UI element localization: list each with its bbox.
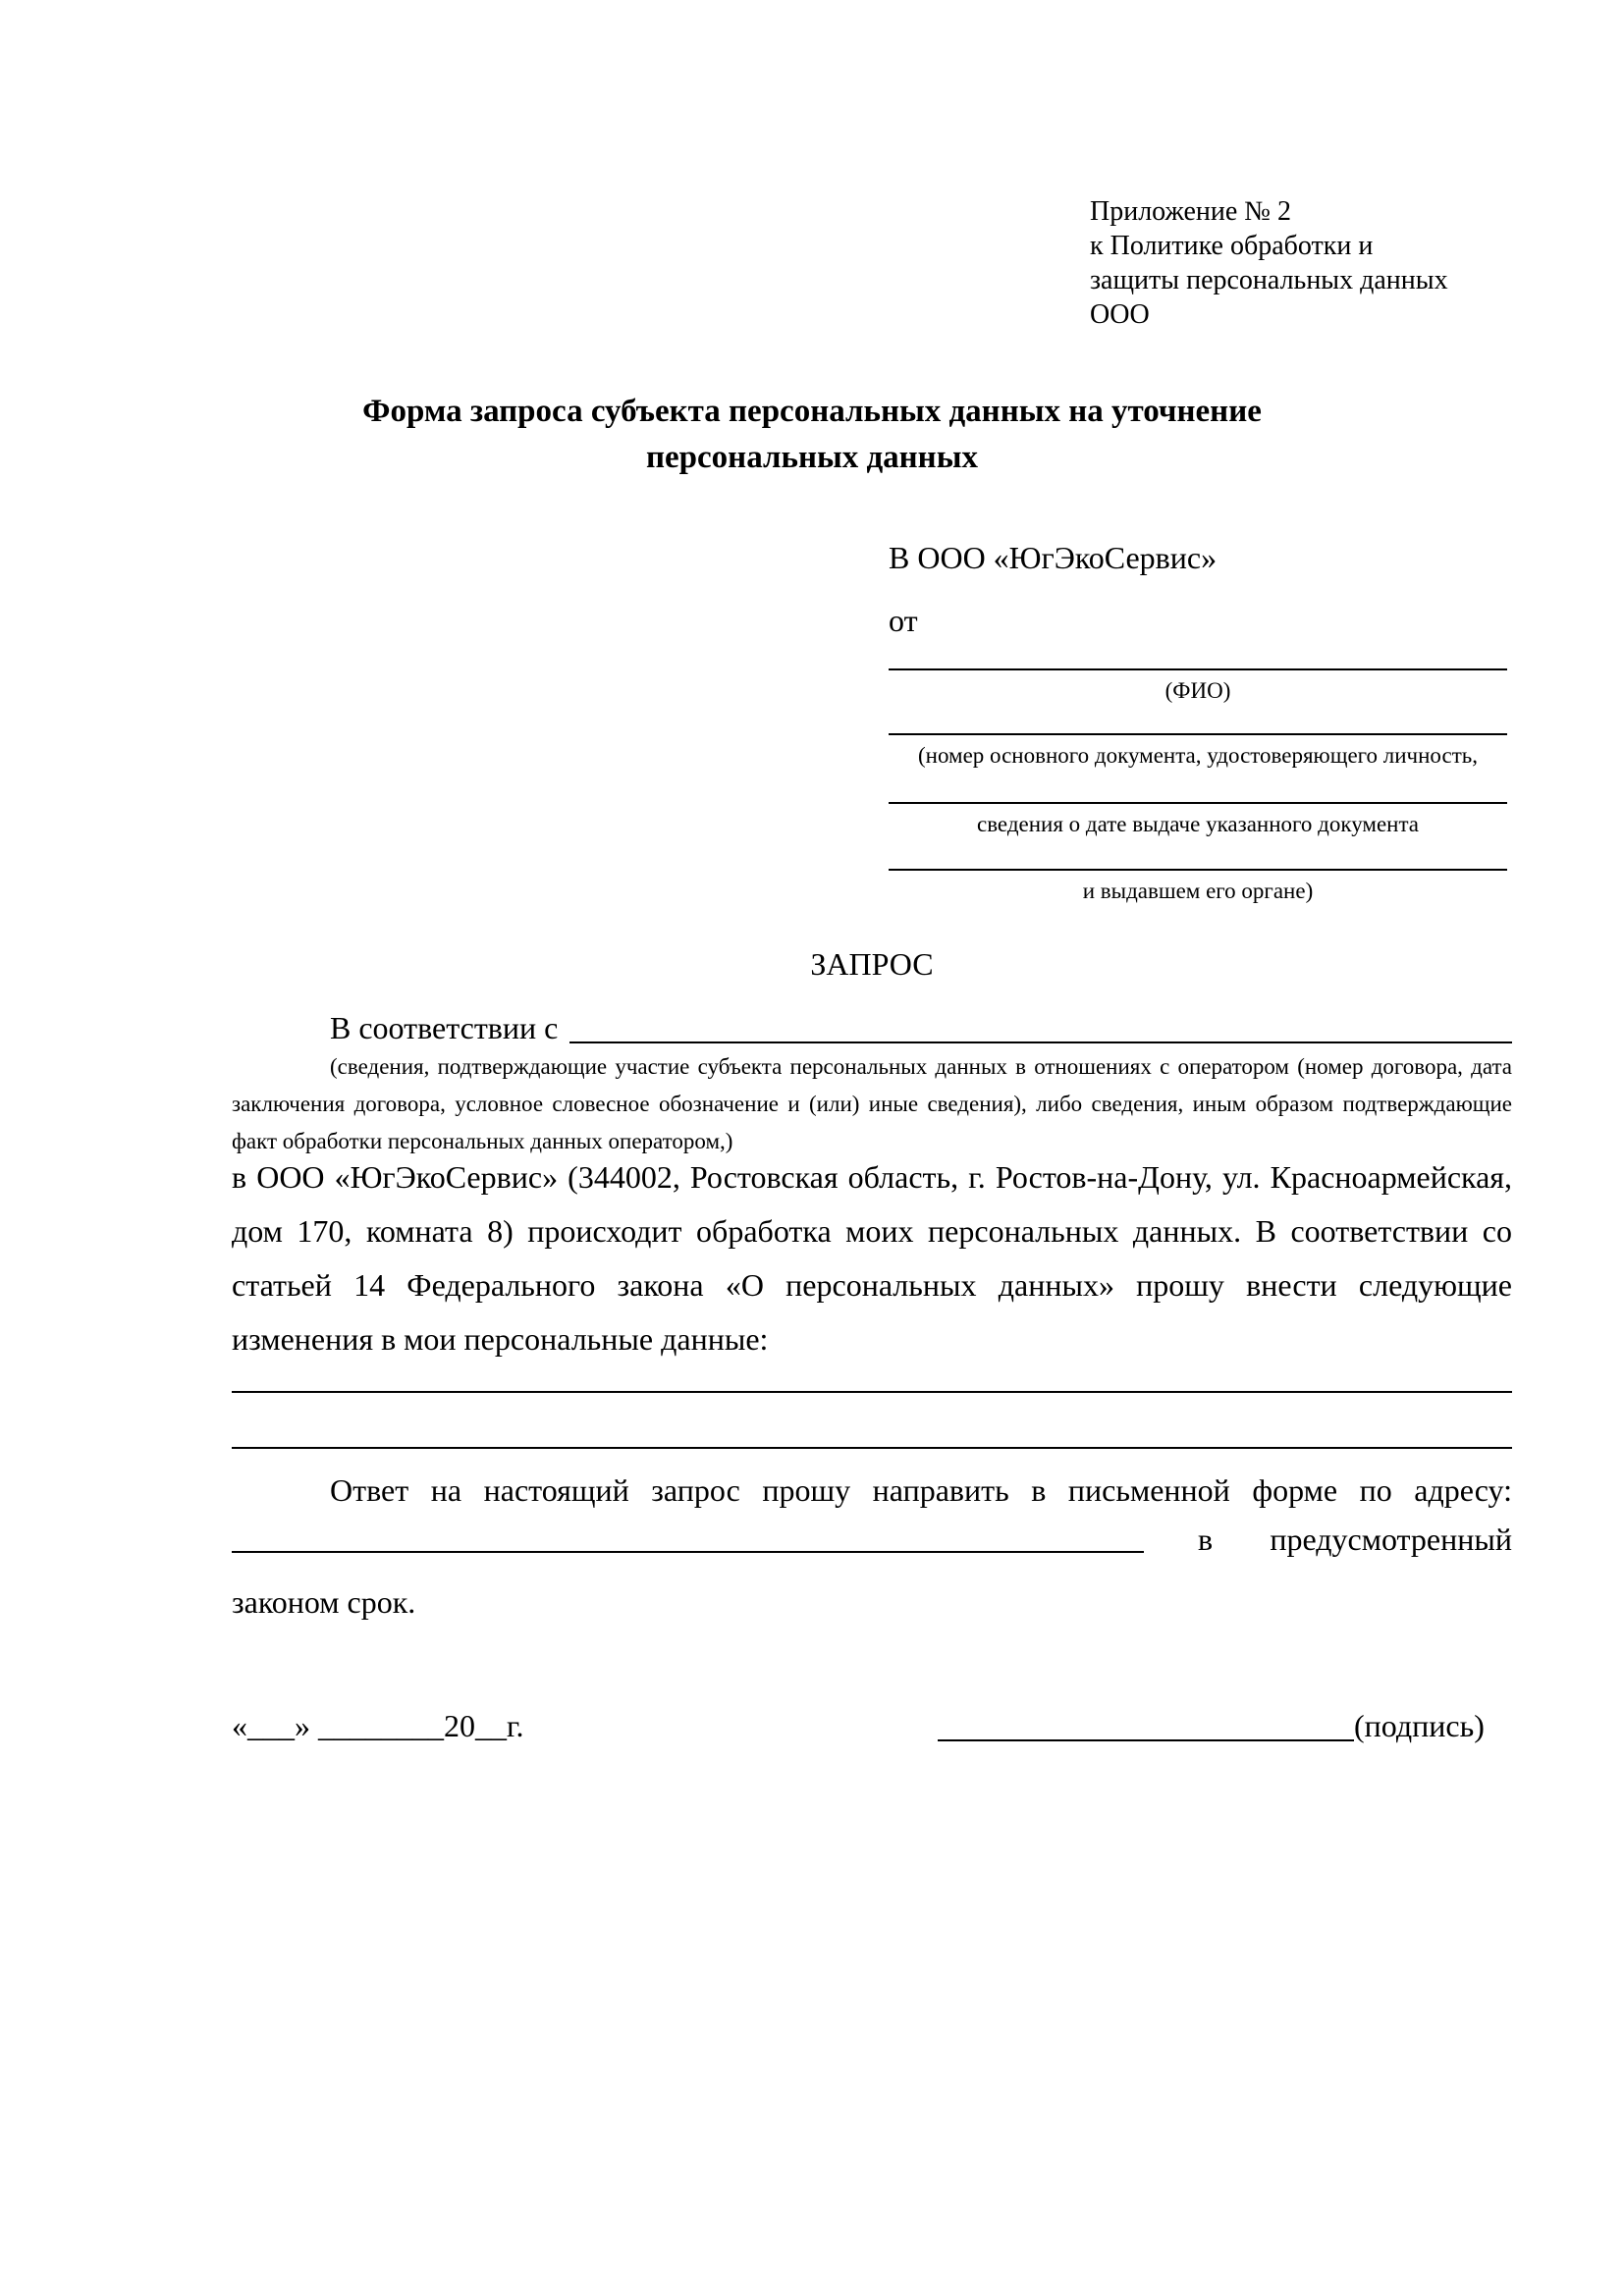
issuing-authority-caption: и выдавшем его органе) (1082, 879, 1314, 903)
recipient-organization: В ООО «ЮгЭкоСервис» (889, 540, 1218, 575)
accordance-row (232, 1003, 1512, 1046)
issue-date-caption: сведения о дате выдаче указанного документа (976, 812, 1420, 836)
request-heading: ЗАПРОС (810, 946, 934, 982)
document-number-blank-line[interactable] (889, 733, 1507, 735)
document-number-caption: (номер основного документа, удостоверяющего личность, (917, 743, 1478, 768)
accordance-blank-line[interactable] (569, 1041, 1512, 1043)
fio-caption: (ФИО) (1164, 678, 1231, 703)
changes-blank-line[interactable] (232, 1391, 1512, 1393)
from-label: от (889, 603, 918, 638)
annex-note (1090, 194, 1448, 332)
signature-blank-line[interactable] (938, 1739, 1354, 1741)
reply-lead: Ответ на настоящий запрос прошу направить в письменной форме по адресу: (330, 1472, 1512, 1508)
accordance-note: (сведения, подтверждающие участие субъекта персональных данных в отношениях с оператором (номер договора, дата заключения договора, условное словесное обозначение и (или) иные сведения), либо сведения, иным образом подтверждающие факт обработки персональных данных оператором,) (232, 1054, 1512, 1153)
annex-line: ООО (1090, 299, 1150, 330)
annex-line: к Политике обработки и (1090, 231, 1374, 261)
annex-line: защиты персональных данных (1090, 265, 1448, 295)
reply-end: законом срок. (232, 1584, 416, 1620)
accordance-lead: В соответствии с (330, 1010, 559, 1045)
document-title: Форма запроса субъекта персональных данных на уточнение персональных данных (362, 394, 1262, 475)
body-paragraph: в ООО «ЮгЭкоСервис» (344002, Ростовская область, г. Ростов-на-Дону, ул. Красноармейская, дом 170, комната 8) происходит обработка моих персональных данных. В соответствии со статьей 14 Федерального закона «О персональных данных» прошу внести следующие изменения в мои персональные данные: (232, 1159, 1512, 1357)
fio-blank-line[interactable] (889, 668, 1507, 670)
reply-tail (1198, 1518, 1512, 1561)
reply-word: в (1198, 1522, 1214, 1557)
changes-blank-line[interactable] (232, 1447, 1512, 1449)
reply-word: предусмотренный (1270, 1522, 1512, 1557)
annex-line: Приложение № 2 (1090, 196, 1291, 227)
issuing-authority-blank-line[interactable] (889, 869, 1507, 871)
signature-caption: (подпись) (1354, 1708, 1485, 1743)
issue-date-blank-line[interactable] (889, 802, 1507, 804)
reply-address-blank-line[interactable] (232, 1551, 1144, 1553)
date-blank-line[interactable]: «___» ________20__г. (232, 1708, 524, 1743)
